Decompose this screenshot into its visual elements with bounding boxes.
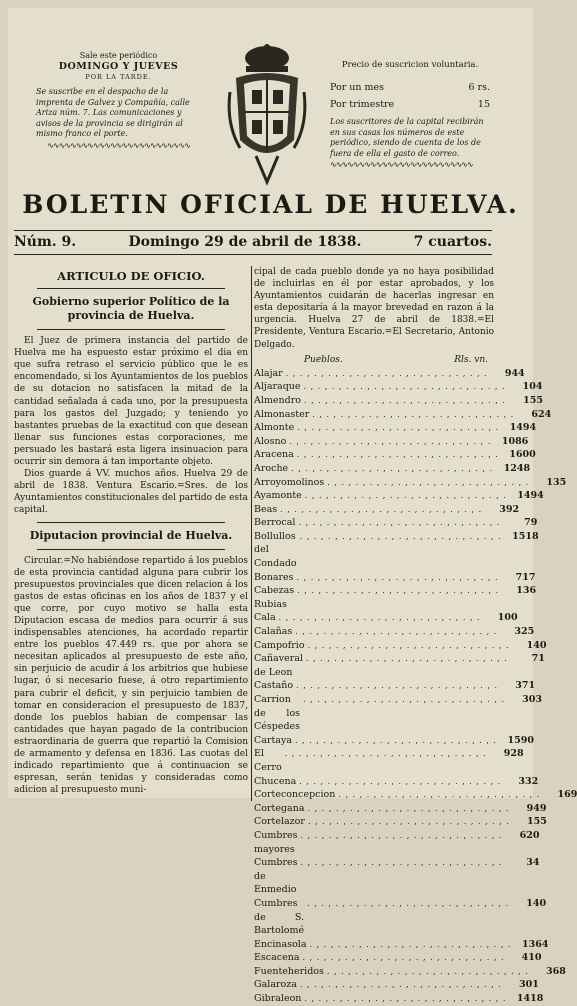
town-name: Alosno — [254, 435, 287, 447]
table-row — [254, 448, 536, 462]
leader-dots: . , . , . , . , . , . , . , . , . , . , . , . , . , . , . — [307, 898, 510, 908]
town-name: Fuenteheridos — [254, 965, 324, 977]
quota-value: 1248 — [503, 462, 531, 474]
table-row — [254, 530, 539, 571]
quota-value: 1518 — [512, 530, 539, 542]
town-name: Carrion de los Céspedes — [254, 694, 301, 733]
table-header — [254, 354, 494, 366]
paragraph-juez: El Juez de primera instancia del partido de Huelva me ha espuesto estar próximo el dia en que sufra retraso el servicio público que le es encomendado, si los Ayuntamientos de los pueblos de su dotacion no satisfacen la mitad de la cantidad señalada á cada uno, por la presupuesta para los gastos del Juzgado; y teniendo yo bastantes pruebas de la exactitud con que desean llenar sus funciones estas corporaciones, me persuado les bastará esta ligera insinuacion para ocurrir sin demora á tan importante objeto. — [14, 336, 248, 468]
table-row — [254, 679, 536, 693]
town-name: Aracena — [254, 449, 294, 461]
leader-dots: . , . , . , . , . , . , . , . , . , . , . , . , . , . , . — [295, 627, 498, 637]
table-row — [254, 625, 535, 639]
publication-days: DOMINGO Y JUEVES — [58, 61, 179, 72]
quota-value: 136 — [516, 585, 537, 597]
town-name: Castaño — [254, 680, 294, 692]
masthead-left — [36, 50, 201, 151]
heading-gobierno: Gobierno superior Político de la provincia de Huelva. — [32, 295, 230, 323]
ornament-divider: ∿∿∿∿∿∿∿∿∿∿∿∿∿∿∿∿∿∿∿∿∿∿∿∿∿ — [47, 140, 190, 150]
leader-dots: . , . , . , . , . , . , . , . , . , . , . , . , . , . , . — [312, 409, 515, 419]
town-name: Cortelazor — [254, 816, 305, 828]
leader-dots: . , . , . , . , . , . , . , . , . , . , . , . , . , . , . — [307, 803, 510, 813]
table-row — [254, 503, 520, 517]
town-name: Escacena — [254, 952, 300, 964]
quota-value: 410 — [521, 952, 542, 964]
col-reales: Rls. vn. — [454, 354, 488, 365]
leader-dots: . , . , . , . , . , . , . , . , . , . , . , . , . , . , . — [297, 423, 500, 433]
town-name: Beas — [254, 503, 278, 515]
table-row — [254, 693, 542, 734]
leader-dots: . , . , . , . , . , . , . , . , . , . , . , . , . , . , . — [300, 858, 503, 868]
quota-value: 155 — [527, 816, 547, 828]
leader-dots: . , . , . , . , . , . , . , . , . , . , . , . , . , . , . — [302, 953, 505, 963]
table-row — [254, 938, 549, 952]
leader-dots: . , . , . , . , . , . , . , . , . , . , . , . , . , . , . — [299, 776, 502, 786]
town-name: Bonares — [254, 571, 294, 583]
table-row — [254, 775, 539, 789]
town-name: Almendro — [254, 394, 301, 406]
leader-dots: . , . , . , . , . , . , . , . , . , . , . , . , . , . , . — [300, 830, 503, 840]
title-rule — [14, 230, 492, 231]
table-row — [254, 978, 539, 992]
leader-dots: . , . , . , . , . , . , . , . , . , . , . , . , . , . , . — [327, 477, 530, 487]
left-column — [14, 266, 248, 796]
table-row — [254, 584, 537, 611]
leader-dots: . , . , . , . , . , . , . , . , . , . , . , . , . , . , . — [280, 504, 483, 514]
column-divider — [251, 266, 252, 801]
table-row — [254, 394, 543, 408]
quota-value: 949 — [526, 802, 547, 814]
quota-value: 1494 — [509, 422, 537, 434]
issue-line — [14, 234, 492, 250]
leader-dots: . , . , . , . , . , . , . , . , . , . , . , . , . , . , . — [307, 817, 510, 827]
table-row — [254, 421, 537, 435]
table-row — [254, 815, 547, 829]
quota-value: 1364 — [522, 938, 549, 950]
quota-value: 620 — [519, 829, 540, 841]
leader-dots: . , . , . , . , . , . , . , . , . , . , . , . , . , . , . — [285, 368, 488, 378]
price-quarter-label: Por trimestre — [330, 99, 395, 110]
leader-dots: . , . , . , . , . , . , . , . , . , . , . , . , . , . , . — [278, 613, 481, 623]
quota-value: 717 — [515, 571, 536, 583]
quota-value: 140 — [526, 639, 547, 651]
price-month-value: 6 rs. — [468, 82, 490, 93]
price-quarter — [330, 96, 490, 113]
leader-dots: . , . , . , . , . , . , . , . , . , . , . , . , . , . , . — [305, 654, 508, 664]
leader-dots: . , . , . , . , . , . , . , . , . , . , . , . , . , . , . — [289, 436, 492, 446]
table-row — [254, 965, 566, 979]
town-name: Aroche — [254, 462, 289, 474]
leader-dots: . , . , . , . , . , . , . , . , . , . , . , . , . , . , . — [298, 518, 501, 528]
table-row — [254, 516, 538, 530]
newspaper-page — [8, 8, 577, 1005]
leader-dots: . , . , . , . , . , . , . , . , . , . , . , . , . , . , . — [296, 681, 499, 691]
table-row — [254, 435, 529, 449]
publication-time: POR LA TARDE. — [85, 73, 152, 81]
quota-value: 368 — [546, 965, 566, 977]
table-row — [254, 367, 525, 381]
leader-dots: . , . , . , . , . , . , . , . , . , . , . , . , . , . , . — [309, 939, 512, 949]
leader-dots: . , . , . , . , . , . , . , . , . , . , . , . , . , . , . — [297, 586, 500, 596]
leader-dots: . , . , . , . , . , . , . , . , . , . , . , . , . , . , . — [291, 463, 494, 473]
town-name: Cañaveral de Leon — [254, 653, 303, 678]
price-month — [330, 79, 490, 96]
quota-value: 371 — [515, 680, 536, 692]
quota-value: 1086 — [501, 435, 529, 447]
publication-days-intro: Sale este periódico — [79, 51, 158, 60]
table-row — [254, 802, 547, 816]
town-name: Campofrio — [254, 639, 305, 651]
town-name: Encinasola — [254, 938, 307, 950]
leader-dots: . , . , . , . , . , . , . , . , . , . , . , . , . , . , . — [296, 450, 499, 460]
issue-date: Domingo 29 de abril de 1838. — [128, 234, 362, 250]
town-name: Cabezas Rubias — [254, 585, 295, 610]
town-name: El Cerro — [254, 748, 282, 773]
leader-dots: . , . , . , . , . , . , . , . , . , . , . , . , . , . , . — [299, 980, 502, 990]
quota-value: 301 — [519, 979, 539, 991]
delivery-note: Los suscritores de la capital recibirán en sus casas los números de este periódico, siendo de cuenta de los de fuera de ella el gasto de correo. — [330, 117, 484, 158]
quota-value: 332 — [518, 775, 539, 787]
town-name: Berrocal — [254, 517, 296, 529]
town-name: Arroyomolinos — [254, 476, 325, 488]
price-month-label: Por un mes — [330, 82, 385, 93]
leader-dots: . , . , . , . , . , . , . , . , . , . , . , . , . , . , . — [303, 695, 505, 704]
town-name: Almonaster — [254, 408, 310, 420]
right-column — [254, 266, 577, 1006]
table-row — [254, 462, 531, 476]
town-name: Cumbres de S. Bartolomé — [254, 897, 305, 937]
price-quarter-value: 15 — [477, 99, 490, 110]
town-name: Alajar — [254, 367, 283, 379]
quota-value: 944 — [504, 367, 525, 379]
quota-value: 71 — [531, 653, 545, 665]
divider — [37, 288, 224, 289]
quota-value: 169 — [557, 789, 577, 801]
quota-value: 100 — [497, 612, 518, 624]
table-row — [254, 897, 547, 938]
quota-value: 34 — [526, 857, 540, 869]
table-row — [254, 652, 545, 679]
quota-value: 303 — [522, 694, 542, 705]
town-name: Bollullos del Condado — [254, 530, 297, 570]
issue-rule — [14, 254, 492, 255]
table-row — [254, 571, 536, 585]
section-heading: ARTICULO DE OFICIO. — [57, 269, 205, 283]
town-name: Cartaya — [254, 734, 292, 746]
divider — [37, 522, 224, 523]
town-name: Calañas — [254, 626, 293, 638]
table-row — [254, 639, 547, 653]
ornament-divider-right: ∿∿∿∿∿∿∿∿∿∿∿∿∿∿∿∿∿∿∿∿∿∿∿∿∿ — [330, 160, 473, 169]
table-row — [254, 380, 543, 394]
town-name: Gibraleon — [254, 993, 302, 1005]
divider — [37, 549, 224, 550]
town-name: Galaroza — [254, 979, 297, 991]
col-pueblos: Pueblos. — [304, 354, 343, 365]
town-name: Ayamonte — [254, 490, 302, 502]
subscription-note: Se suscribe en el despacho de la imprenta de Galvez y Compañía, calle Ariza núm. 7. Las comunicaciones y avisos de la provincia se dirigirán al mismo franco el porte. — [36, 87, 190, 138]
table-row — [254, 788, 577, 802]
heading-diputacion: Diputacion provincial de Huelva. — [29, 528, 233, 542]
town-name: Aljaraque — [254, 381, 301, 393]
town-name: Cala — [254, 612, 276, 624]
quota-value: 624 — [531, 408, 552, 420]
table-row — [254, 476, 567, 490]
quota-table — [254, 367, 577, 1006]
leader-dots: . , . , . , . , . , . , . , . , . , . , . , . , . , . , . — [304, 395, 506, 405]
leader-dots: . , . , . , . , . , . , . , . , . , . , . , . , . , . , . — [284, 749, 487, 759]
royal-coat-of-arms-icon — [226, 44, 308, 184]
leader-dots: . , . , . , . , . , . , . , . , . , . , . , . , . , . , . — [303, 382, 506, 392]
table-row — [254, 489, 544, 503]
quota-value: 1494 — [517, 490, 544, 502]
leader-dots: . , . , . , . , . , . , . , . , . , . , . , . , . , . , . — [304, 491, 507, 501]
quota-value: 140 — [526, 897, 547, 909]
table-row — [254, 829, 540, 856]
table-row — [254, 992, 544, 1006]
paragraph-continuation: cipal de cada pueblo donde ya no haya posibilidad de incluirlas en él por estar aprobados, y los Ayuntamientos cuidarán de hacerlas ingresar en esta depositaría á la mayor brevedad en razon á la urgencia. Huelva 27 de abril de 1838.=El Presidente, Ventura Escario.=El Secretario, Antonio Delgado. — [254, 267, 494, 350]
town-name: Cumbres mayores — [254, 829, 298, 855]
town-name: Almonte — [254, 422, 295, 434]
table-row — [254, 734, 534, 748]
divider — [37, 329, 224, 330]
town-name: Cumbres de Enmedio — [254, 857, 298, 896]
town-name: Chucena — [254, 775, 297, 787]
leader-dots: . , . , . , . , . , . , . , . , . , . , . , . , . , . , . — [296, 572, 499, 582]
table-row — [254, 408, 552, 422]
town-name: Corteconcepcion — [254, 789, 336, 801]
issue-number: Núm. 9. — [14, 234, 77, 250]
quota-value: 325 — [514, 626, 535, 638]
leader-dots: . , . , . , . , . , . , . , . , . , . , . , . , . , . , . — [299, 531, 502, 541]
town-name: Cortegana — [254, 802, 305, 814]
quota-value: 928 — [503, 748, 524, 760]
table-row — [254, 747, 524, 774]
leader-dots: . , . , . , . , . , . , . , . , . , . , . , . , . , . , . — [304, 994, 507, 1004]
price-title: Precio de suscricion voluntaria. — [341, 60, 479, 70]
paragraph-circular: Circular.=No habiéndose repartido á los pueblos de esta provincia cantidad alguna para cubrir los presupuestos provinciales que dicen relacion á los gastos de estas oficinas en los años de 1837 y el que corre, por cuyo motivo se halla esta Diputacion escasa de medios para ocurrir á sus indispensables atenciones, ha acordado repartir entre los pueblos 47.449 rs. que por ahora se necesitan aplicados al presupuesto de este año, sin perjuicio de acudir á los arbitrios que hubiese lugar, ó si necesario fuese, á otro repartimiento para cubrir el deficit, y sin perjuicio tambien de tomar en consideracion el presupuesto de 1837, donde los pueblos habian de compensar las cantidades que hayan pagado de la contribucion estraordinaria de guerra que repartió la Comision de armamento y defensa en 1836. Las cuotas del indicado repartimiento que á continuacion se espresan, serán tenidas y consideradas como adicion al presupuesto muni- — [14, 555, 248, 796]
table-row — [254, 856, 540, 897]
leader-dots: . , . , . , . , . , . , . , . , . , . , . , . , . , . , . — [307, 640, 510, 650]
quota-value: 155 — [523, 394, 543, 406]
quota-value: 135 — [546, 476, 567, 488]
leader-dots: . , . , . , . , . , . , . , . , . , . , . , . , . , . , . — [326, 966, 529, 976]
leader-dots: . , . , . , . , . , . , . , . , . , . , . , . , . , . , . — [295, 735, 497, 745]
quota-value: 1418 — [516, 993, 544, 1005]
quota-value: 79 — [524, 517, 538, 529]
quota-value: 1590 — [507, 734, 534, 746]
table-row — [254, 951, 542, 965]
quota-value: 392 — [499, 503, 520, 515]
issue-price: 7 cuartos. — [413, 234, 492, 250]
paragraph-signature: Dios guarde á VV. muchos años. Huelva 29 de abril de 1838. Ventura Escario.=Sres. de los Ayuntamientos constitucionales del partido de esta capital. — [14, 469, 248, 516]
newspaper-title: BOLETIN OFICIAL DE HUELVA. — [22, 190, 519, 219]
leader-dots: . , . , . , . , . , . , . , . , . , . , . , . , . , . , . — [338, 790, 541, 800]
quota-value: 104 — [522, 381, 543, 393]
masthead-right — [330, 60, 490, 170]
table-row — [254, 611, 518, 625]
quota-value: 1600 — [509, 449, 536, 461]
